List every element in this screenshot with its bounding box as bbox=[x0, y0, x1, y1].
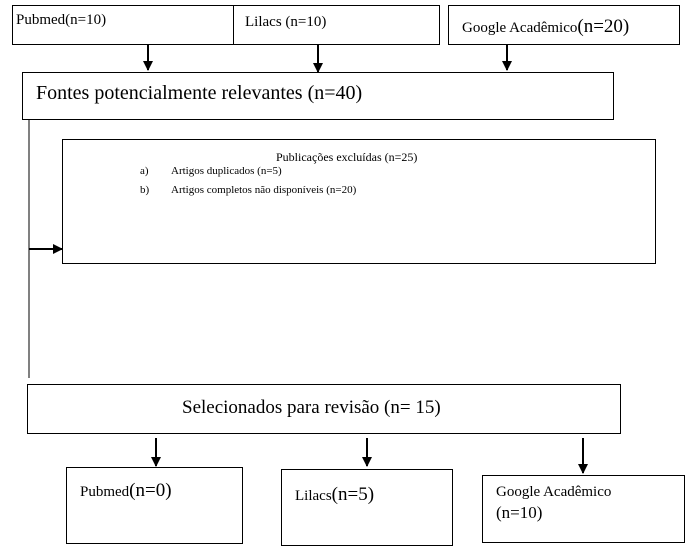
relevant-sources-box bbox=[22, 72, 614, 120]
result-google-count: (n=10) bbox=[496, 503, 543, 522]
source-pubmed-name: Pubmed bbox=[16, 12, 66, 28]
selected-for-review-box bbox=[27, 384, 621, 434]
result-pubmed-box bbox=[66, 467, 243, 544]
excluded-publications-box bbox=[62, 139, 656, 264]
result-google-box bbox=[482, 475, 685, 543]
source-lilacs-count: (n=10) bbox=[285, 14, 327, 30]
result-lilacs-count: (n=5) bbox=[331, 484, 375, 505]
result-lilacs-name: Lilacs bbox=[295, 488, 332, 504]
source-lilacs-box bbox=[233, 5, 440, 45]
excluded-item-marker: b) bbox=[140, 184, 150, 196]
source-google-box bbox=[448, 5, 680, 45]
result-google-name: Google Acadêmico bbox=[496, 484, 612, 500]
result-pubmed-count: (n=0) bbox=[129, 480, 172, 501]
source-lilacs-name: Lilacs bbox=[245, 14, 282, 30]
source-pubmed-box bbox=[12, 5, 246, 45]
excluded-title: Publicações excluídas (n=25) bbox=[276, 150, 418, 164]
result-lilacs-box bbox=[281, 469, 453, 546]
excluded-item-text: Artigos duplicados (n=5) bbox=[171, 165, 282, 177]
source-google-name: Google Acadêmico bbox=[462, 20, 578, 36]
excluded-item-marker: a) bbox=[140, 165, 149, 177]
result-pubmed-name: Pubmed bbox=[80, 484, 130, 500]
selected-label: Selecionados para revisão (n= 15) bbox=[182, 397, 441, 418]
excluded-item-text: Artigos completos não disponíveis (n=20) bbox=[171, 184, 357, 196]
source-google-count: (n=20) bbox=[577, 16, 630, 37]
relevant-sources-label: Fontes potencialmente relevantes (n=40) bbox=[36, 82, 363, 104]
source-pubmed-count: (n=10) bbox=[65, 12, 107, 28]
